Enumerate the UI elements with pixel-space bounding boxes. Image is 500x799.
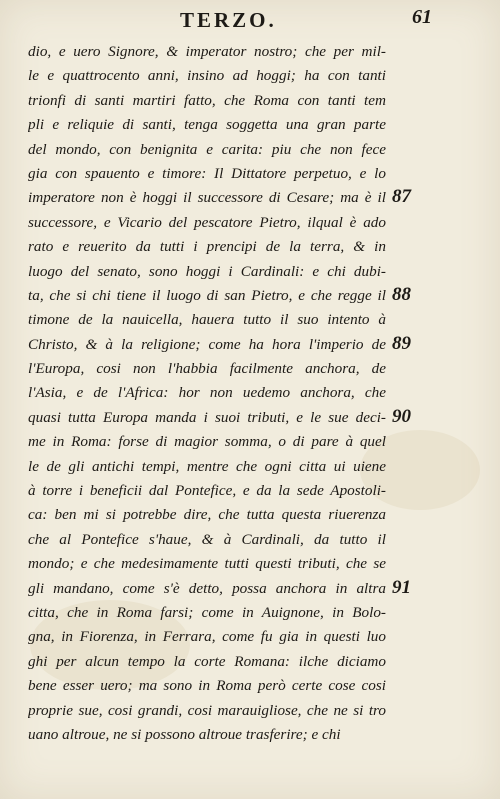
text-line: ghi per alcun tempo la corte Romana: ilche diciamo bbox=[28, 652, 386, 670]
text-line: che al Pontefice s'haue, & à Cardinali, da tutto il bbox=[28, 530, 386, 548]
text-line: mondo; e che medesimamente tutti questi tributi, che se bbox=[28, 555, 386, 573]
text-line: l'Europa, cosi non l'habbia facilmente anchora, de bbox=[28, 360, 386, 378]
text-line: pli e reliquie di santi, tenga soggetta una gran parte bbox=[28, 116, 386, 134]
text-line: successore, e Vicario del pescatore Pietro, ilqual è ado bbox=[28, 213, 386, 231]
page-header bbox=[0, 8, 500, 38]
text-line: gna, in Fiorenza, in Ferrara, come fu gia in questi luo bbox=[28, 628, 386, 646]
text-line: le de gli antichi tempi, mentre che ogni citta ui uiene bbox=[28, 457, 386, 475]
margin-note-number: 89 bbox=[392, 332, 411, 354]
text-line: l'Asia, e de l'Africa: hor non uedemo anchora, che bbox=[28, 384, 386, 402]
text-line: rato e reuerito da tutti i prencipi de la terra, & in bbox=[28, 238, 386, 256]
text-line: dio, e uero Signore, & imperator nostro; che per mil- bbox=[28, 43, 386, 60]
text-line: timone de la nauicella, hauera tutto il suo intento à bbox=[28, 311, 386, 329]
text-line: uano altroue, ne si possono altroue trasferire; e chi bbox=[28, 725, 341, 743]
text-line: ta, che si chi tiene il luogo di san Pietro, e che regge il bbox=[28, 286, 386, 304]
text-line: à torre i beneficii dal Pontefice, e da la sede Apostoli- bbox=[28, 482, 386, 500]
text-line: luogo del senato, sono hoggi i Cardinali: e chi dubi- bbox=[28, 262, 386, 280]
text-line: gli mandano, come s'è detto, possa anchora in altra bbox=[28, 579, 386, 597]
text-line: ca: ben mi si potrebbe dire, che tutta questa riuerenza bbox=[28, 506, 386, 524]
text-line: quasi tutta Europa manda i suoi tributi, e le sue deci- bbox=[28, 408, 386, 426]
margin-note-number: 87 bbox=[392, 186, 411, 208]
text-line: imperatore non è hoggi il successore di Cesare; ma è il bbox=[28, 189, 386, 207]
text-line: bene esser uero; ma sono in Roma però certe cose cosi bbox=[28, 677, 386, 695]
text-line: me in Roma: forse di magior somma, o di pare à quel bbox=[28, 433, 386, 451]
text-line: gia con spauento e timore: Il Dittatore perpetuo, e lo bbox=[28, 164, 386, 182]
margin-note-number: 88 bbox=[392, 284, 411, 305]
body-text bbox=[28, 40, 386, 747]
text-line: le e quattrocento anni, insino ad hoggi; ha con tanti bbox=[28, 67, 386, 85]
text-line: citta, che in Roma farsi; come in Auignone, in Bolo- bbox=[28, 603, 386, 621]
text-line: del mondo, con benignita e carita: piu che non fece bbox=[28, 140, 386, 158]
text-line: proprie sue, cosi grandi, cosi marauigliose, che ne si tro bbox=[28, 701, 386, 719]
text-line: Christo, & à la religione; come ha hora l'imperio de bbox=[28, 335, 386, 353]
margin-note-number: 91 bbox=[392, 576, 411, 598]
running-head: TERZO. bbox=[180, 8, 277, 32]
margin-note-number: 90 bbox=[392, 406, 411, 427]
page-number: 61 bbox=[412, 6, 432, 28]
text-line: trionfi di santi martiri fatto, che Roma con tanti tem bbox=[28, 91, 386, 109]
